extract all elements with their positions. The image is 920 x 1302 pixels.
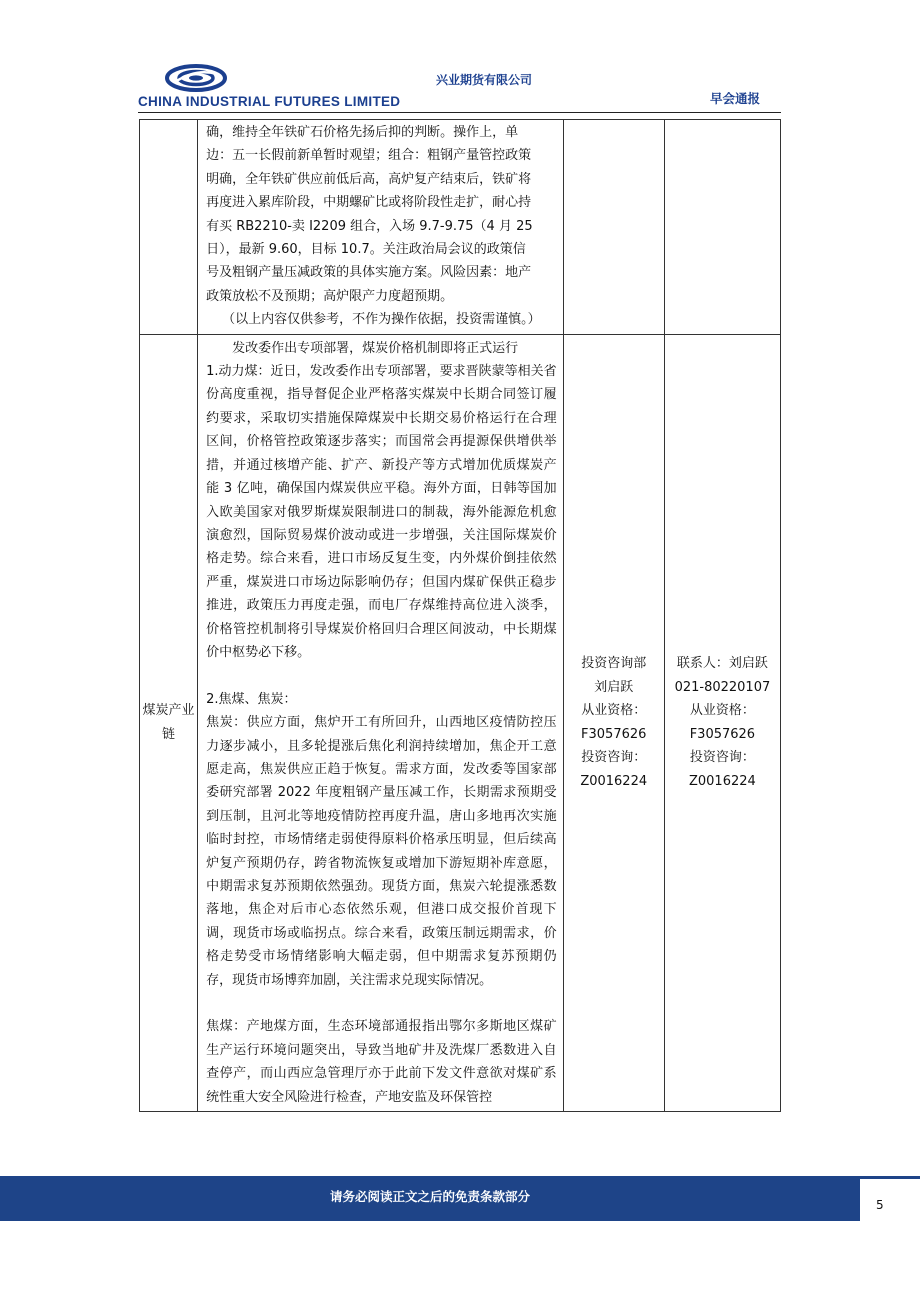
header-divider (138, 112, 781, 113)
analyst-line: F3057626 (581, 726, 647, 742)
table-row (140, 120, 781, 335)
sector-cell (140, 120, 198, 335)
page-header (0, 0, 920, 120)
analyst-line: 刘启跃 (594, 679, 634, 695)
content-line: 政策放松不及预期；高炉限产力度超预期。 (206, 288, 454, 304)
contact-info (664, 334, 780, 1111)
content-line: 明确，全年铁矿供应前低后高，高炉复产结束后，铁矿将 (206, 171, 532, 187)
content-line: 边：五一长假前新单暂时观望；组合：粗钢产量管控政策 (206, 148, 532, 164)
report-table (139, 119, 781, 1112)
content-cell (198, 334, 564, 1111)
coke-heading: 2.焦煤、焦炭： (206, 691, 297, 707)
analyst-line: 从业资格： (581, 703, 647, 719)
analyst-line: 投资咨询： (581, 750, 647, 766)
content-line: 号及粗钢产量压减政策的具体实施方案。风险因素：地产 (206, 265, 532, 281)
coke-paragraph: 焦炭：供应方面，焦炉开工有所回升，山西地区疫情防控压力逐步减小，且多轮提涨后焦化利润持续增加，焦企开工意愿走高，焦炭供应正趋于恢复。需求方面，发改委等国家部委研究部署 2022 年度粗钢产量压减工作，长期需求预期受到压制，且河北等地疫情防控再度升温，唐山多地再次实施临时封控，市场情绪走弱使得原料价格承压明显，但后续高炉复产预期仍存，跨省物流恢复或增加下游短期补库意愿，中期需求复苏预期依然强劲。现货方面，焦炭六轮提涨悉数落地，焦企对后市心态依然乐观，但港口成交报价首现下调，现货市场或临拐点。综合来看，政策压制远期需求，价格走势受市场情绪影响大幅走弱，但中期需求复苏预期仍存，现货市场博弈加剧，关注需求兑现实际情况。 (206, 715, 557, 988)
contact-line: Z0016224 (688, 774, 756, 790)
content-line: 再度进入累库阶段，中期螺矿比或将阶段性走扩，耐心持 (206, 195, 532, 211)
page-number: 5 (876, 1198, 884, 1212)
content-line: 日），最新 9.60，目标 10.7。关注政治局会议的政策信 (206, 242, 526, 258)
disclaimer-text: （以上内容仅供参考，不作为操作依据，投资需谨慎。） (222, 312, 541, 328)
table-row (140, 334, 781, 1111)
analyst-cell (563, 120, 664, 335)
analyst-line: Z0016224 (580, 774, 648, 790)
contact-line: 投资咨询： (689, 750, 755, 766)
contact-cell (664, 120, 780, 335)
brand-name-english: CHINA INDUSTRIAL FUTURES LIMITED (138, 94, 401, 109)
footer-disclaimer-note: 请务必阅读正文之后的免责条款部分 (329, 1189, 530, 1204)
content-line: 确，维持全年铁矿石价格先扬后抑的判断。操作上，单 (206, 125, 519, 140)
coking-coal-paragraph: 焦煤：产地煤方面，生态环境部通报指出鄂尔多斯地区煤矿生产运行环境问题突出，导致当地矿井及洗煤厂悉数进入自查停产，而山西应急管理厅亦于此前下发文件意欲对煤矿系统性重大安全风险进行检查，产地安监及环保管控 (206, 1019, 557, 1105)
sector-label: 煤炭产业链 (140, 334, 198, 1111)
contact-line: 021-80220107 (674, 679, 771, 695)
brand-name-chinese: 兴业期货有限公司 (436, 73, 533, 87)
section-title: 发改委作出专项部署，煤炭价格机制即将正式运行 (232, 340, 519, 356)
report-title: 早会通报 (710, 91, 761, 106)
content-line: 有买 RB2210-卖 I2209 组合，入场 9.7-9.75（4 月 25 (206, 218, 533, 234)
contact-line: 联系人：刘启跃 (676, 656, 768, 672)
contact-line: F3057626 (689, 726, 756, 742)
footer-accent-line (860, 1176, 920, 1179)
analyst-line: 投资咨询部 (581, 656, 647, 672)
contact-line: 从业资格： (689, 703, 755, 719)
content-cell (198, 120, 564, 335)
thermal-coal-paragraph: 1.动力煤：近日，发改委作出专项部署，要求晋陕蒙等相关省份高度重视，指导督促企业严格落实煤炭中长期合同签订履约要求，采取切实措施保障煤炭中长期交易价格运行在合理区间，价格管控政策逐步落实；而国常会再提源保供增供举措，并通过核增产能、扩产、新投产等方式增加优质煤炭产能 3 亿吨，确保国内煤炭供应平稳。海外方面，日韩等国加入欧美国家对俄罗斯煤炭限制进口的制裁，海外能源危机愈演愈烈，国际贸易煤价波动或进一步增强，关注国际煤炭价格走势。综合来看，进口市场反复生变，内外煤价倒挂依然严重，煤炭进口市场边际影响仍存；但国内煤矿保供正稳步推进，政策压力再度走强，而电厂存煤维持高位进入淡季，价格管控机制将引导煤炭价格回归合理区间波动，中长期煤价中枢势必下移。 (206, 364, 557, 660)
analyst-info (563, 334, 664, 1111)
company-logo-icon (165, 64, 227, 92)
